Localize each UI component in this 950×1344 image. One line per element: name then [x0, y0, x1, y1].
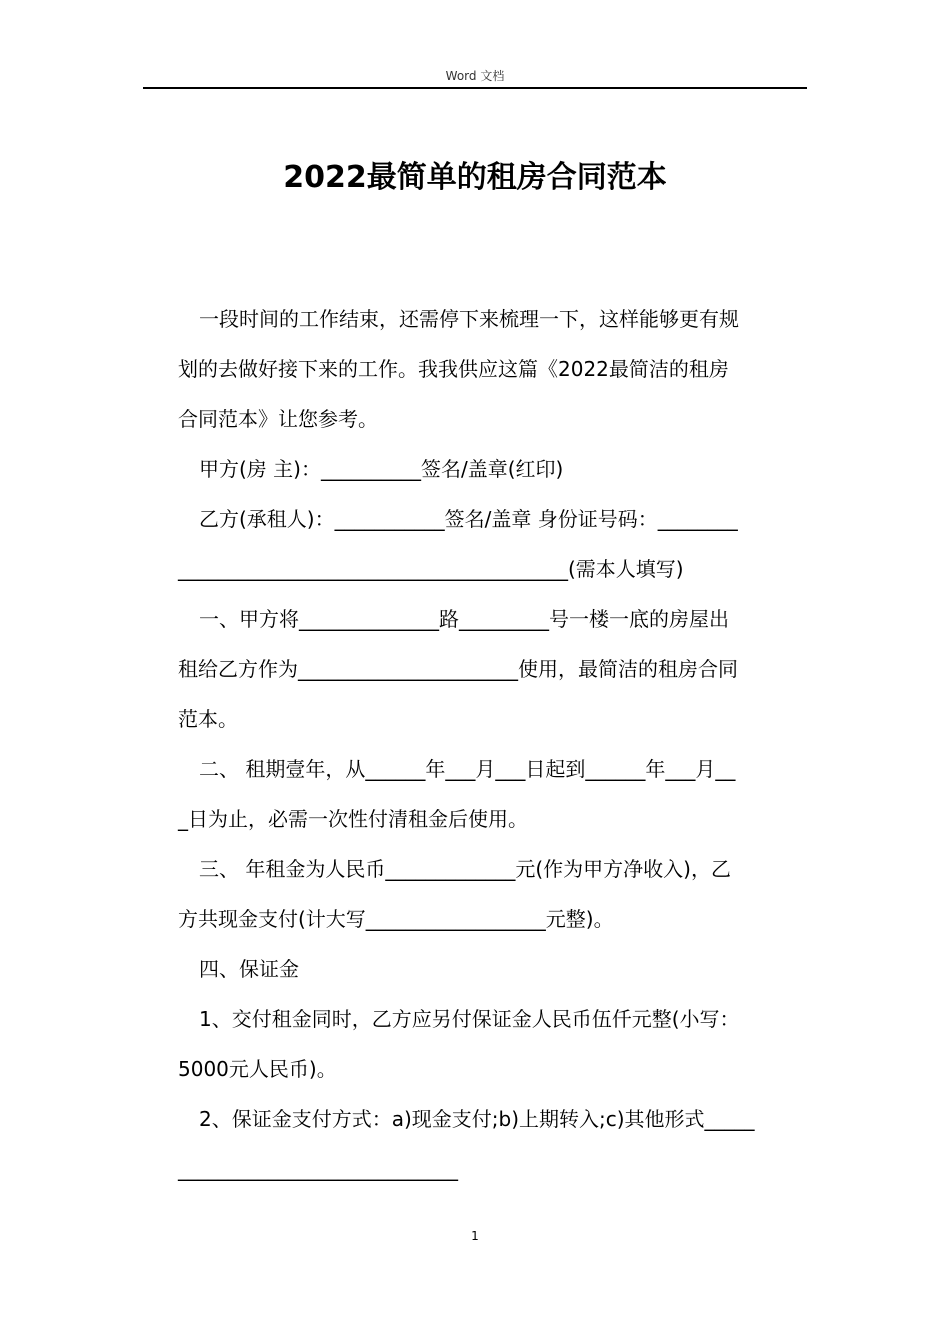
paragraph-line: 划的去做好接下来的工作。我我供应这篇《2022最简洁的租房: [178, 357, 729, 381]
page-header: Word 文档: [445, 69, 505, 83]
clause-4-item-1: 1、交付租金同时，乙方应另付保证金人民币伍仟元整(小写：: [199, 1007, 740, 1031]
clause-4-item-2: ____________________________: [178, 1157, 458, 1181]
paragraph-line: 一段时间的工作结束，还需停下来梳理一下，这样能够更有规: [199, 307, 739, 331]
clause-4-item-2: 2、保证金支付方式：a)现金支付;b)上期转入;c)其他形式_____: [199, 1107, 755, 1131]
document-title: 2022最简单的租房合同范本: [283, 160, 667, 195]
party-b-line: 乙方(承租人)：___________签名/盖章 身份证号码：________: [199, 507, 738, 531]
clause-1-line: 租给乙方作为______________________使用，最简洁的租房合同: [178, 657, 738, 681]
party-b-id-line: _______________________________________(需本人填写): [178, 557, 684, 581]
party-a-line: 甲方(房 主)：__________签名/盖章(红印): [199, 457, 564, 481]
clause-1-line: 一、甲方将______________路_________号一楼一底的房屋出: [199, 607, 729, 631]
clause-4-heading: 四、保证金: [199, 957, 299, 981]
clause-2-line: 二、 租期壹年，从______年___月___日起到______年___月__: [199, 757, 736, 781]
document-body: [178, 294, 808, 1194]
clause-3-line: 三、 年租金为人民币_____________元(作为甲方净收入)，乙: [199, 857, 731, 881]
clause-4-item-1: 5000元人民币)。: [178, 1057, 337, 1081]
clause-2-line: _日为止，必需一次性付清租金后使用。: [178, 807, 528, 831]
header-divider: [143, 87, 807, 89]
paragraph-line: 合同范本》让您参考。: [178, 407, 378, 431]
clause-3-line: 方共现金支付(计大写__________________元整)。: [178, 907, 614, 931]
page-number: 1: [471, 1229, 479, 1243]
clause-1-line: 范本。: [178, 707, 238, 731]
